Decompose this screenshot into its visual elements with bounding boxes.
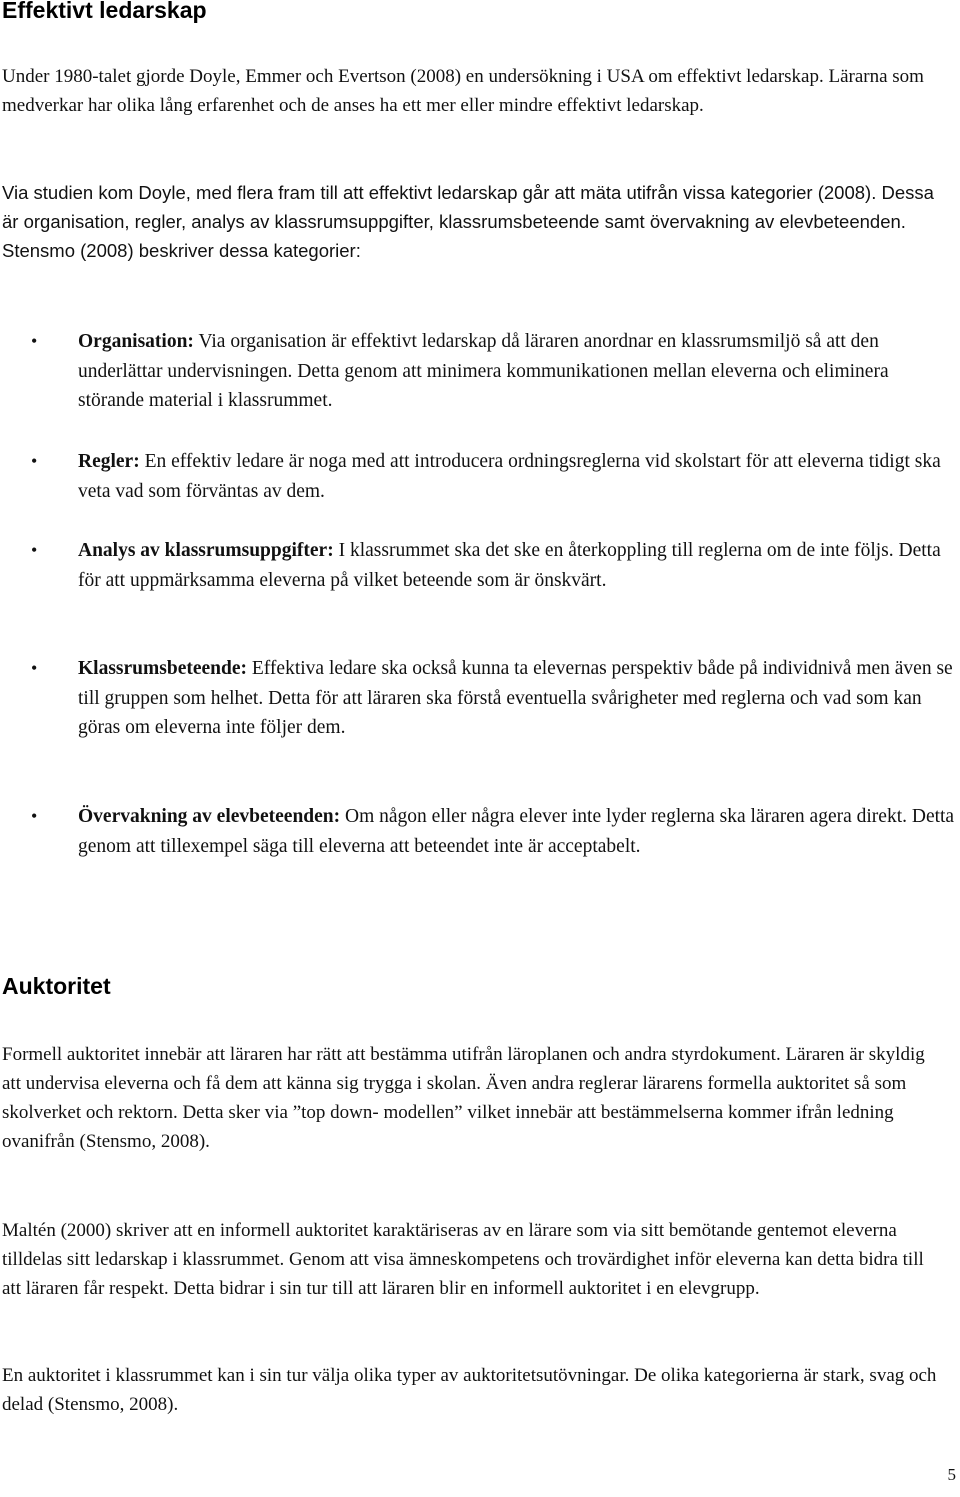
bullet-icon: • xyxy=(31,658,38,678)
category-term: Klassrumsbeteende: xyxy=(78,658,247,679)
category-text: Om någon eller några elever inte lyder reglerna ska läraren agera direkt. Detta genom att tillexempel säga till eleverna att beteendet inte är acceptabelt. xyxy=(78,806,955,857)
section-heading-effektivt-ledarskap: Effektivt ledarskap xyxy=(2,0,207,23)
category-text: Via organisation är effektivt ledarskap då läraren anordnar en klassrumsmiljö så att den underlättar undervisningen. Detta genom att minimera kommunikationen mellan eleverna och eliminera störande material i klassrummet. xyxy=(78,331,889,411)
category-term: Regler: xyxy=(78,451,140,472)
auktoritet-paragraph-2: Maltén (2000) skriver att en informell auktoritet karaktäriseras av en lärare som via sitt bemötande gentemot eleverna tilldelas sitt ledarskap i klassrummet. Genom att visa ämneskompetens och trovärdighet inför eleverna kan detta bidra till att läraren får respekt. Detta bidrar i sin tur till att läraren blir en informell auktoritet i en elevgrupp. xyxy=(2,1220,924,1299)
bullet-icon: • xyxy=(31,331,38,351)
auktoritet-paragraph-1: Formell auktoritet innebär att läraren har rätt att bestämma utifrån läroplanen och andra styrdokument. Läraren är skyldig att undervisa eleverna och få dem att känna sig trygga i skolan. Även andra reglerar lärarens formella auktoritet så som skolverket och rektorn. Detta sker via ”top down- modellen” vilket innebär att bestämmelserna kommer ifrån ledning ovanifrån (Stensmo, 2008). xyxy=(2,1044,925,1152)
category-term: Organisation: xyxy=(78,331,194,352)
category-text: I klassrummet ska det ske en återkoppling till reglerna om de inte följs. Detta för att uppmärksamma eleverna på vilket beteende som är önskvärt. xyxy=(78,540,941,591)
category-term: Analys av klassrumsuppgifter: xyxy=(78,540,334,561)
categories-intro-paragraph: Via studien kom Doyle, med flera fram till att effektivt ledarskap går att mäta utifrån vissa kategorier (2008). Dessa är organisation, regler, analys av klassrumsuppgifter, klassrumsbeteende samt övervakning av elevbeteenden. Stensmo (2008) beskriver dessa kategorier: xyxy=(2,182,934,261)
bullet-icon: • xyxy=(31,451,38,471)
page-number: 5 xyxy=(947,1465,956,1484)
section-heading-auktoritet: Auktoritet xyxy=(2,973,111,999)
category-text: En effektiv ledare är noga med att introducera ordningsreglerna vid skolstart för att eleverna tidigt ska veta vad som förväntas av dem. xyxy=(78,451,941,502)
category-term: Övervakning av elevbeteenden: xyxy=(78,806,341,827)
category-text: Effektiva ledare ska också kunna ta elevernas perspektiv både på individnivå men även se till gruppen som helhet. Detta för att läraren ska förstå eventuella svårigheter med reglerna och vad som kan göras om eleverna inte följer dem. xyxy=(78,658,953,738)
bullet-icon: • xyxy=(31,806,38,826)
intro-paragraph: Under 1980-talet gjorde Doyle, Emmer och Evertson (2008) en undersökning i USA om effektivt ledarskap. Lärarna som medverkar har olika lång erfarenhet och de anses ha ett mer eller mindre effektivt ledarskap. xyxy=(2,66,924,116)
bullet-icon: • xyxy=(31,540,38,560)
auktoritet-paragraph-3: En auktoritet i klassrummet kan i sin tur välja olika typer av auktoritetsutövningar. De olika kategorierna är stark, svag och delad (Stensmo, 2008). xyxy=(2,1365,937,1415)
